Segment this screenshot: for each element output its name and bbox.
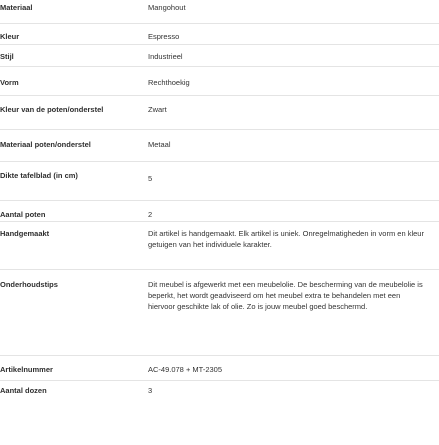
spec-label: Aantal dozen xyxy=(0,386,47,395)
spec-row-dikte-tafelblad xyxy=(0,162,439,201)
spec-label: Materiaal xyxy=(0,3,33,12)
spec-value: Metaal xyxy=(148,140,171,149)
spec-row-stijl xyxy=(0,45,439,67)
spec-row-materiaal-poten xyxy=(0,130,439,162)
spec-row-handgemaakt xyxy=(0,222,439,270)
spec-row-kleur xyxy=(0,24,439,45)
spec-label: Stijl xyxy=(0,52,14,61)
spec-label: Kleur van de poten/onderstel xyxy=(0,105,104,114)
spec-label: Artikelnummer xyxy=(0,365,53,374)
spec-row-materiaal xyxy=(0,0,439,24)
spec-label: Aantal poten xyxy=(0,210,46,219)
spec-row-aantal-dozen xyxy=(0,381,439,407)
spec-value: Mangohout xyxy=(148,3,186,12)
spec-label: Kleur xyxy=(0,32,20,41)
spec-label: Onderhoudstips xyxy=(0,280,58,289)
spec-row-onderhoudstips xyxy=(0,270,439,356)
spec-label: Handgemaakt xyxy=(0,229,50,238)
spec-value: Industrieel xyxy=(148,52,183,61)
spec-row-artikelnummer xyxy=(0,356,439,381)
spec-value: Dit artikel is handgemaakt. Elk artikel is uniek. Onregelmatigheden in vorm en kleur getuigen van het individuele karakter. xyxy=(148,229,424,249)
spec-value: 3 xyxy=(148,386,153,395)
spec-value: Zwart xyxy=(148,105,167,114)
spec-value: Rechthoekig xyxy=(148,78,190,87)
spec-label: Dikte tafelblad (in cm) xyxy=(0,171,78,180)
spec-row-vorm xyxy=(0,67,439,96)
spec-value: Espresso xyxy=(148,32,180,41)
spec-value: 5 xyxy=(148,174,153,183)
spec-row-aantal-poten xyxy=(0,201,439,222)
spec-label: Vorm xyxy=(0,78,19,87)
spec-value: AC-49.078 + MT-2305 xyxy=(148,365,223,374)
spec-label: Materiaal poten/onderstel xyxy=(0,140,91,149)
spec-value: 2 xyxy=(148,210,153,219)
spec-row-kleur-poten xyxy=(0,96,439,130)
spec-value: Dit meubel is afgewerkt met een meubelolie. De bescherming van de meubelolie is beperkt, het wordt geadviseerd om het meubel extra te behandelen met een hiervoor geschikte lak of olie. Zo is jouw meubel goed beschermd. xyxy=(148,280,423,311)
